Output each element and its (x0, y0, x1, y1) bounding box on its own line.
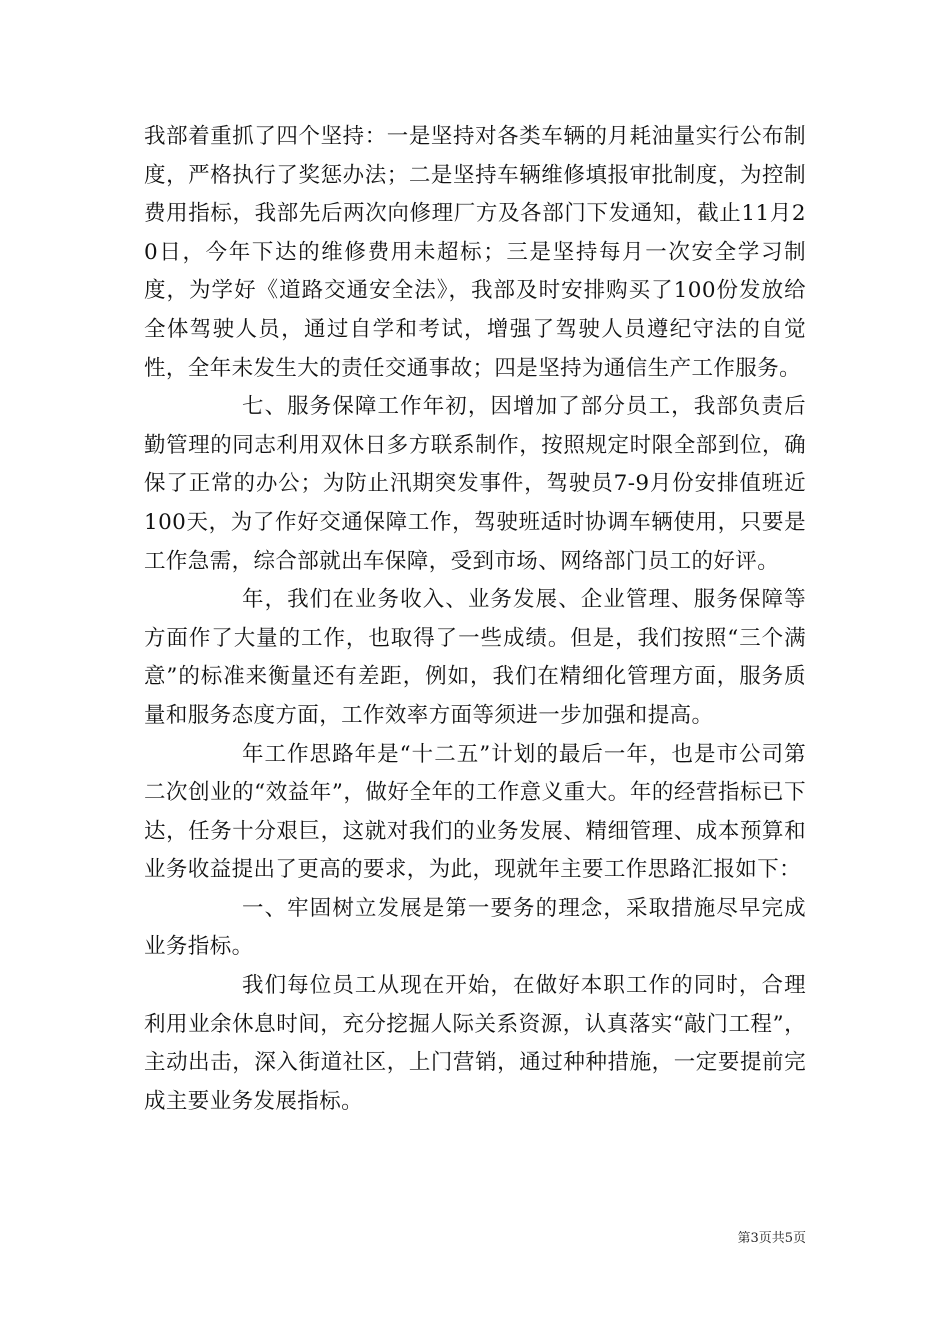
paragraph-work-plan: 年工作思路年是“十二五”计划的最后一年，也是市公司第二次创业的“效益年”，做好全年的工作意义重大。年的经营指标已下达，任务十分艰巨，这就对我们的业务发展、精细管理、成本预算和业务收益提出了更高的要求，为此，现就年主要工作思路汇报如下： (144, 741, 806, 883)
paragraph-service-support: 七、服务保障工作年初，因增加了部分员工，我部负责后勤管理的同志利用双休日多方联系制作，按照规定时限全部到位，确保了正常的办公；为防止汛期突发事件，驾驶员7-9月份安排值班近100天，为了作好交通保障工作，驾驶班适时协调车辆使用，只要是工作急需，综合部就出车保障，受到市场、网络部门员工的好评。 (144, 394, 806, 574)
paragraph-section-heading: 一、牢固树立发展是第一要务的理念，采取措施尽早完成业务指标。 (144, 895, 806, 960)
paragraph-year-summary: 年，我们在业务收入、业务发展、企业管理、服务保障等方面作了大量的工作，也取得了一些成绩。但是，我们按照“三个满意”的标准来衡量还有差距，例如，我们在精细化管理方面，服务质量和服务态度方面，工作效率方面等须进一步加强和提高。 (144, 587, 806, 728)
paragraph-vehicle-management: 我部着重抓了四个坚持：一是坚持对各类车辆的月耗油量实行公布制度，严格执行了奖惩办法；二是坚持车辆维修填报审批制度，为控制费用指标，我部先后两次向修理厂方及各部门下发通知，截止11月20日，今年下达的维修费用未超标；三是坚持每月一次安全学习制度，为学好《道路交通安全法》，我部及时安排购买了100份发放给全体驾驶人员，通过自学和考试，增强了驾驶人员遵纪守法的自觉性，全年未发生大的责任交通事故；四是坚持为通信生产工作服务。 (144, 124, 806, 381)
paragraph-employee-action: 我们每位员工从现在开始，在做好本职工作的同时，合理利用业余休息时间，充分挖掘人际关系资源，认真落实“敲门工程”，主动出击，深入街道社区，上门营销，通过种种措施，一定要提前完成主要业务发展指标。 (144, 973, 806, 1114)
document-body (144, 118, 806, 1121)
page-number-footer: 第3页共5页 (737, 1231, 806, 1246)
